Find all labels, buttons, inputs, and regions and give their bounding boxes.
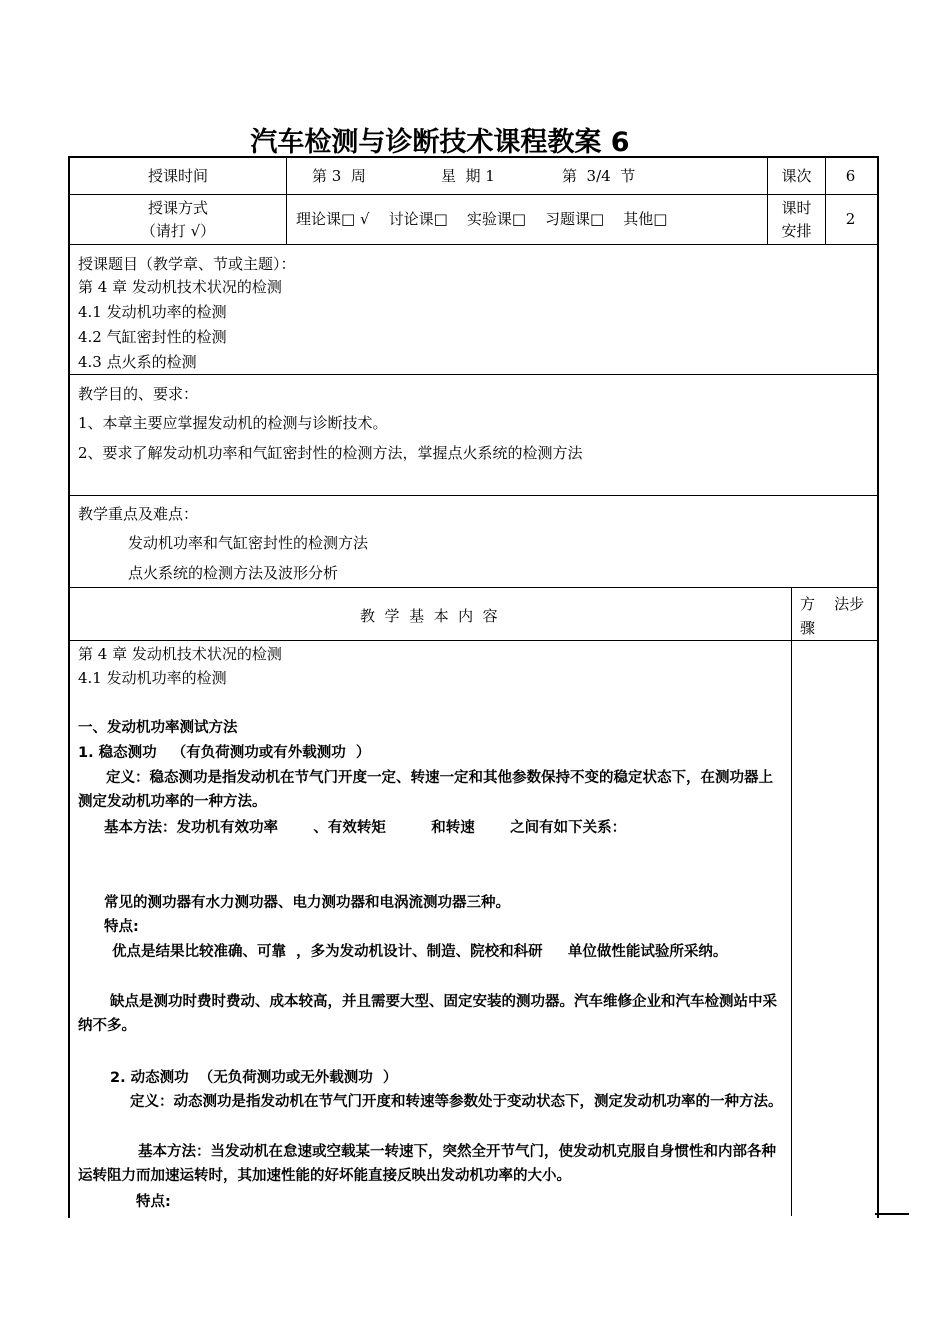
row-divider [68,374,877,375]
row-divider [68,194,877,195]
dynamic-feature-label: 特点: [136,1194,171,1210]
week-value: 第 3 周 [312,167,366,185]
hours-label: 课时 [781,199,812,217]
goal-line: 2、要求了解发动机功率和气缸密封性的检测方法，掌握点火系统的检测方法 [78,444,583,462]
hours-label-2: 安排 [781,222,812,240]
steady-test-basic-method: 基本方法：发功机有效功率 、有效转矩 和转速 之间有如下关系： [104,820,627,836]
hours-value: 2 [845,210,856,228]
key-point-line: 点火系统的检测方法及波形分析 [128,564,339,582]
topic-line: 4.1 发动机功率的检测 [78,303,227,321]
table-end-rule [875,1213,909,1215]
topic-line: 4.2 气缸密封性的检测 [78,328,227,346]
lesson-no-label: 课次 [781,167,812,185]
row-divider [68,640,877,641]
topic-line: 第 4 章 发动机技术状况的检测 [78,278,282,296]
steady-feature-label: 特点: [104,919,139,935]
section-value: 第 3/4 节 [562,167,636,185]
row-divider [68,244,877,245]
method-label: 授课方式 [147,199,208,217]
steady-test-definition: 定义：稳态测功是指发动机在节气门开度一定、转速一定和其他参数保持不变的稳定状态下，在测功器上测定发动机功率的一种方法。 [78,770,773,810]
page-title: 汽车检测与诊断技术课程教案 6 [250,127,630,158]
col-divider [286,158,287,244]
dynamic-test-heading: 2. 动态测功 （无负荷测功或无外载测功 ） [110,1070,398,1086]
dynamic-test-basic-method: 基本方法：当发动机在怠速或空载某一转速下，突然全开节气门，使发动机克服自身惯性和内部各种运转阻力而加速运转时，其加速性能的好坏能直接反映出发动机功率的大小。 [78,1144,776,1184]
row-divider [68,495,877,496]
key-point-line: 发动机功率和气缸密封性的检测方法 [128,534,369,552]
steady-advantages: 优点是结果比较准确、可靠 ，多为发动机设计、制造、院校和科研 单位做性能试验所采纳。 [112,944,728,960]
content-header: 教 学 基 本 内 容 [360,607,498,625]
topic-label: 授课题目（教学章、节或主题）： [78,255,296,273]
topic-line: 4.3 点火系的检测 [78,353,197,371]
col-divider [791,587,792,1216]
time-label: 授课时间 [147,167,208,185]
goal-line: 1、本章主要应掌握发动机的检测与诊断技术。 [78,414,388,432]
dynamometer-types: 常见的测功器有水力测功器、电力测功器和电涡流测功器三种。 [104,895,510,911]
method-options: 理论课□ √ 讨论课□ 实验课□ 习题课□ 其他□ [296,210,668,228]
row-divider [68,587,877,588]
goals-label: 教学目的、要求： [78,385,199,403]
steady-test-heading: 1. 稳态测功 （有负荷测功或有外载测功 ） [78,745,371,761]
steady-disadvantages: 缺点是测功时费时费动、成本较高，并且需要大型、固定安装的测功器。汽车维修企业和汽车检测站中采纳不多。 [78,994,777,1034]
weekday-value: 星 期 1 [441,167,495,185]
dynamic-test-definition: 定义：动态测功是指发动机在节气门开度和转速等参数处于变动状态下，测定发动机功率的一种方法。 [130,1094,783,1110]
content-section: 4.1 发动机功率的检测 [78,669,227,687]
lesson-no-value: 6 [845,167,856,185]
key-points-label: 教学重点及难点： [78,505,199,523]
method-hint: （请打 √） [140,222,216,240]
method-steps-header: 方 法步骤 [800,595,865,637]
content-heading: 一、发动机功率测试方法 [78,720,238,736]
content-chapter: 第 4 章 发动机技术状况的检测 [78,645,282,663]
